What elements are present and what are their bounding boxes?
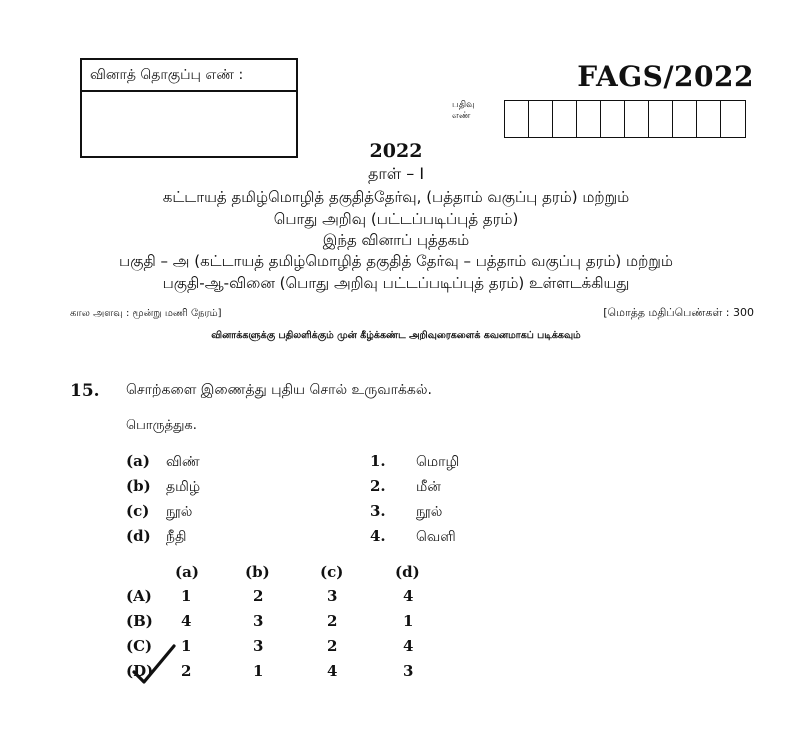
exam-year: 2022 — [369, 140, 423, 162]
option-value: 1 — [403, 612, 414, 630]
tick-mark-icon — [128, 642, 178, 686]
option-value: 3 — [253, 612, 264, 630]
column-header: (b) — [245, 563, 270, 581]
option-label: (A) — [126, 587, 152, 605]
match-right-label: 2. — [370, 477, 386, 495]
match-left-item — [126, 477, 200, 497]
option-label: (C) — [126, 637, 153, 655]
paper-number: தாள் – I — [367, 164, 425, 183]
option-label: (D) — [126, 662, 154, 680]
match-left-text: நீதி — [166, 529, 187, 545]
title-line-4: பகுதி – அ (கட்டாயத் தமிழ்மொழித் தகுதித் தேர்வு – பத்தாம் வகுப்பு தரம்) மற்றும் — [119, 252, 673, 270]
match-right-text: நூல் — [416, 504, 443, 520]
title-line-5: பகுதி-ஆ-வினை (பொது அறிவு பட்டப்படிப்புத் தரம்) உள்ளடக்கியது — [162, 274, 630, 292]
register-digit-box[interactable] — [529, 101, 553, 137]
option-label: (B) — [126, 612, 153, 630]
match-right-label: 3. — [370, 502, 386, 520]
register-digit-box[interactable] — [553, 101, 577, 137]
match-left-text: நூல் — [166, 504, 193, 520]
register-digit-box[interactable] — [601, 101, 625, 137]
match-right-item — [370, 452, 459, 472]
option-value: 2 — [181, 662, 192, 680]
option-row-d[interactable] — [0, 662, 792, 684]
match-left-item — [126, 452, 200, 472]
match-left-label: (c) — [126, 502, 150, 520]
option-value: 3 — [403, 662, 414, 680]
option-value: 1 — [181, 637, 192, 655]
match-left-label: (d) — [126, 527, 151, 545]
option-row-a[interactable] — [0, 587, 792, 609]
question-text: சொற்களை இணைத்து புதிய சொல் உருவாக்கல். — [126, 382, 432, 398]
register-label-line1: பதிவு — [452, 100, 475, 110]
match-left-label: (b) — [126, 477, 151, 495]
match-right-item — [370, 527, 456, 547]
column-header: (a) — [175, 563, 199, 581]
register-digit-box[interactable] — [673, 101, 697, 137]
register-digit-box[interactable] — [649, 101, 673, 137]
booklet-number-label: வினாத் தொகுப்பு எண் : — [82, 60, 296, 92]
match-right-label: 1. — [370, 452, 386, 470]
register-number-boxes — [504, 100, 746, 138]
question-number: 15. — [70, 381, 100, 401]
option-value: 2 — [327, 637, 338, 655]
register-digit-box[interactable] — [505, 101, 529, 137]
option-row-b[interactable] — [0, 612, 792, 634]
match-right-label: 4. — [370, 527, 386, 545]
title-line-1: கட்டாயத் தமிழ்மொழித் தகுதித்தேர்வு, (பத்தாம் வகுப்பு தரம்) மற்றும் — [162, 188, 630, 206]
match-left-text: தமிழ் — [166, 479, 201, 495]
option-value: 3 — [253, 637, 264, 655]
instruction: வினாக்களுக்கு பதிலளிக்கும் முன் கீழ்க்கண்ட அறிவுரைகளைக் கவனமாகப் படிக்கவும் — [211, 330, 581, 341]
title-line-2: பொது அறிவு (பட்டப்படிப்புத் தரம்) — [273, 210, 519, 228]
match-right-item — [370, 477, 441, 497]
option-value: 4 — [403, 587, 414, 605]
match-right-text: வெளி — [416, 529, 456, 545]
match-left-item — [126, 502, 192, 522]
column-header: (c) — [320, 563, 344, 581]
question-subtext: பொருத்துக. — [126, 418, 197, 433]
option-value: 1 — [181, 587, 192, 605]
option-value: 4 — [327, 662, 338, 680]
match-right-item — [370, 502, 442, 522]
match-right-text: மொழி — [416, 454, 460, 470]
register-digit-box[interactable] — [577, 101, 601, 137]
register-digit-box[interactable] — [697, 101, 721, 137]
match-right-text: மீன் — [416, 479, 441, 495]
match-left-text: விண் — [166, 454, 200, 470]
option-value: 4 — [181, 612, 192, 630]
option-value: 4 — [403, 637, 414, 655]
option-value: 2 — [253, 587, 264, 605]
title-line-3: இந்த வினாப் புத்தகம் — [322, 231, 470, 249]
register-digit-box[interactable] — [625, 101, 649, 137]
option-row-c[interactable] — [0, 637, 792, 659]
register-label-line2: எண் — [452, 111, 471, 121]
exam-code: FAGS/2022 — [577, 60, 754, 93]
match-left-label: (a) — [126, 452, 150, 470]
options-header — [0, 563, 792, 585]
option-value: 1 — [253, 662, 264, 680]
total-marks: [மொத்த மதிப்பெண்கள் : 300 — [603, 306, 754, 319]
register-digit-box[interactable] — [721, 101, 745, 137]
register-number-label — [452, 100, 492, 122]
option-value: 2 — [327, 612, 338, 630]
duration: கால அளவு : மூன்று மணி நேரம்] — [70, 308, 222, 319]
match-left-item — [126, 527, 186, 547]
column-header: (d) — [395, 563, 420, 581]
option-value: 3 — [327, 587, 338, 605]
